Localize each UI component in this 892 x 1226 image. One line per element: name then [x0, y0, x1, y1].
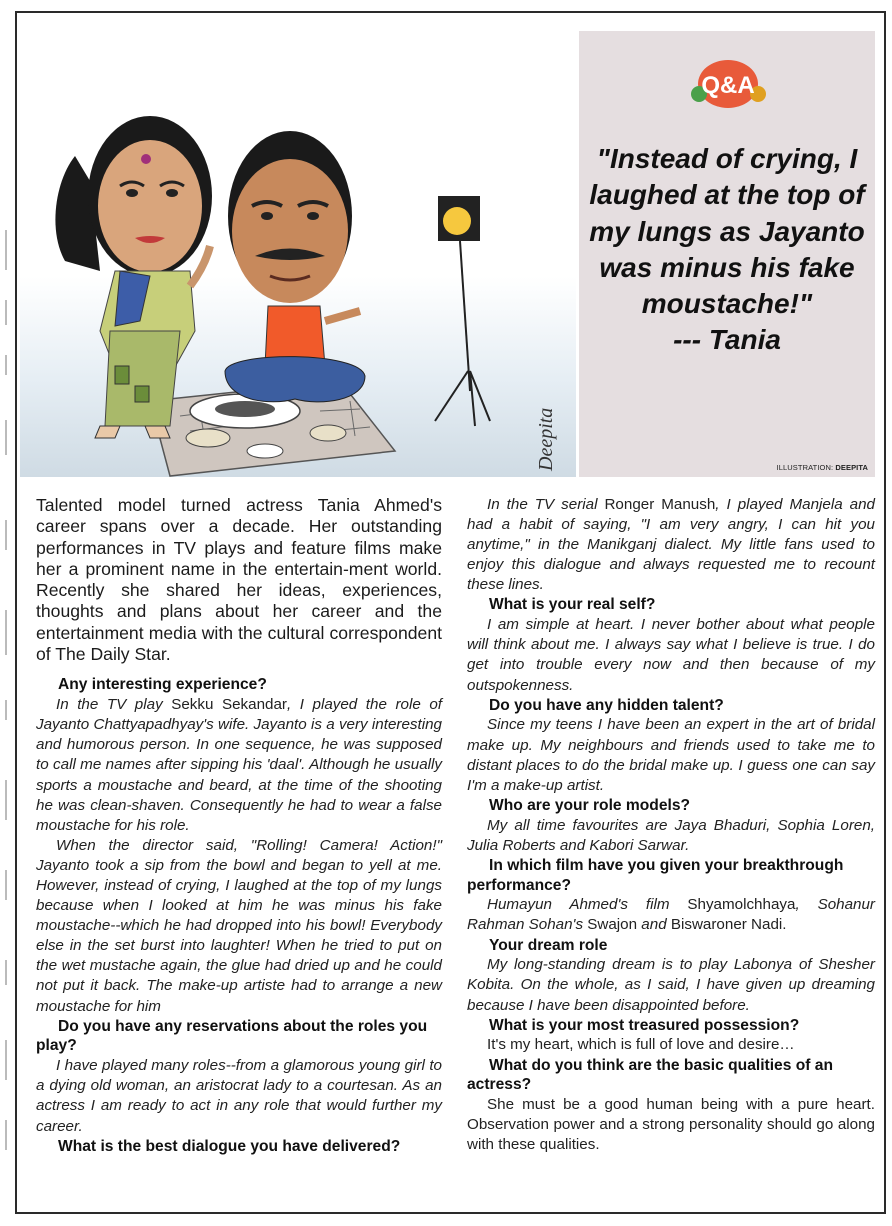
question-5: Do you have any hidden talent? — [489, 696, 724, 714]
article-column-left — [36, 495, 442, 1156]
answer-6 — [467, 816, 875, 856]
answer-9 — [467, 1035, 875, 1055]
question-1: Any interesting experience? — [58, 676, 267, 694]
answer-text: , I played Manjela and had a habit of saying, "I am very angry, I can hit you anytime," in the Manikganj dialect. My little fans used to enjoy this dialogue and always requested me to recount these lines. — [467, 496, 875, 594]
bowl-left — [186, 429, 230, 447]
pull-quote-attribution: --- Tania — [673, 324, 781, 356]
left-page-edge — [0, 0, 13, 1226]
title-ronger-manush: Ronger Manush — [604, 496, 716, 513]
answer-text: , I played the role of Jayanto Chattyapadhyay's wife. Jayanto is a very interesting and humorous person. In one sequence, he was supposed to call me names after sipping his 'daal'. Although he usually sports a moustache and beard, at the time of the shooting he was clean-shaven. Consequently he had to wear a false moustache for his role. — [36, 696, 442, 834]
title-sekku-sekandar: Sekku Sekandar — [171, 696, 287, 714]
stage-light — [435, 196, 490, 426]
answer-text: In the TV serial — [487, 496, 605, 513]
answer-3 — [467, 495, 875, 595]
answer-1-paragraph-2 — [36, 836, 442, 1017]
question-3: What is the best dialogue you have delivered? — [58, 1137, 401, 1155]
answer-5 — [467, 715, 875, 795]
answer-text: Since my teens I have been an expert in the art of bridal make up. My neighbours and friends used to take me to distant places to do the bridal make up. I guess one can say I'm a make-up artist. — [467, 716, 875, 794]
title-biswaroner-nadi: Biswaroner Nadi — [670, 916, 783, 934]
answer-text: I have played many roles--from a glamorous young girl to a dying old woman, an aristocrat lady to a courtesan. As an actress I am ready to act in any role that would further my career. — [36, 1057, 442, 1135]
answer-text: Humayun Ahmed's film — [487, 896, 688, 914]
answer-text: In the TV play — [56, 696, 172, 714]
answer-text: It's my heart, which is full of love and desire… — [487, 1036, 795, 1054]
answer-text: and — [637, 916, 671, 934]
artist-signature: Deepita — [535, 407, 557, 471]
bowl-right — [310, 425, 346, 441]
small-plate — [247, 444, 283, 458]
caricature-drawing — [20, 31, 576, 477]
answer-text: She must be a good human being with a pure heart. Observation power and a strong personality should go along with these qualities. — [467, 1096, 875, 1154]
question-10: What do you think are the basic qualities of an actress? — [467, 1056, 833, 1094]
answer-10 — [467, 1095, 875, 1155]
illustration-credit — [587, 463, 868, 472]
answer-1-paragraph-1 — [36, 695, 442, 836]
article-intro: Talented model turned actress Tania Ahmed's career spans over a decade. Her outstanding performances in TV plays and feature films make her a prominent name in the entertain-ment world. Recently she shared her ideas, experiences, thoughts and plans about her career and the entertainment media with the cultural correspondent of The Daily Star. — [36, 495, 442, 665]
answer-text: I am simple at heart. I never bother about what people will think about me. I always say what I believe is true. I do get into trouble every now and then because of my outspokenness. — [467, 616, 875, 694]
answer-4 — [467, 615, 875, 695]
pull-quote — [589, 141, 865, 359]
question-4: What is your real self? — [489, 596, 656, 614]
caricature-illustration — [20, 31, 576, 477]
question-2: Do you have any reservations about the roles you play? — [36, 1017, 428, 1055]
food — [215, 401, 275, 417]
answer-text: My long-standing dream is to play Labonya of Shesher Kobita. On the whole, as I said, I have given up dreaming because I have been disappointed before. — [467, 956, 875, 1014]
credit-name: DEEPITA — [835, 463, 868, 472]
answer-text: My all time favourites are Jaya Bhaduri, Sophia Loren, Julia Roberts and Kabori Sarwar. — [467, 816, 875, 854]
answer-text: , Sohanur Rahman Sohan's — [467, 896, 875, 934]
woman-figure — [55, 116, 212, 438]
qa-logo-icon — [684, 49, 772, 119]
question-6: Who are your role models? — [489, 796, 691, 814]
title-shyamolchhaya: Shyamolchhaya — [687, 896, 796, 914]
credit-label: ILLUSTRATION: — [776, 463, 834, 472]
quote-panel — [579, 31, 875, 477]
question-8: Your dream role — [489, 936, 608, 954]
answer-7 — [467, 895, 875, 935]
answer-text: . — [782, 916, 787, 934]
answer-2 — [36, 1056, 442, 1136]
answer-text: When the director said, "Rolling! Camera! Action!" Jayanto took a sip from the bowl and began to yell at me. However, instead of crying, I laughed at the top of my lungs because when I looked at him he was minus his fake moustache--which he had dropped into his bowl! Everybody else in the set burst into laughter! When he tried to put on the wet mustache again, the glue had dried up and he could not put it back. The make-up artiste had to arrange a new moustache for him — [36, 836, 442, 1015]
article-column-right — [467, 495, 875, 1155]
answer-8 — [467, 955, 875, 1015]
title-swajon: Swajon — [587, 916, 638, 934]
question-9: What is your most treasured possession? — [489, 1016, 800, 1034]
man-figure — [225, 131, 365, 402]
pull-quote-text: "Instead of crying, I laughed at the top of my lungs as Jayanto was minus his fake moustache!" — [589, 143, 865, 320]
question-7: In which film have you given your breakthrough performance? — [467, 856, 844, 894]
qa-logo-text: Q&A — [701, 72, 755, 99]
